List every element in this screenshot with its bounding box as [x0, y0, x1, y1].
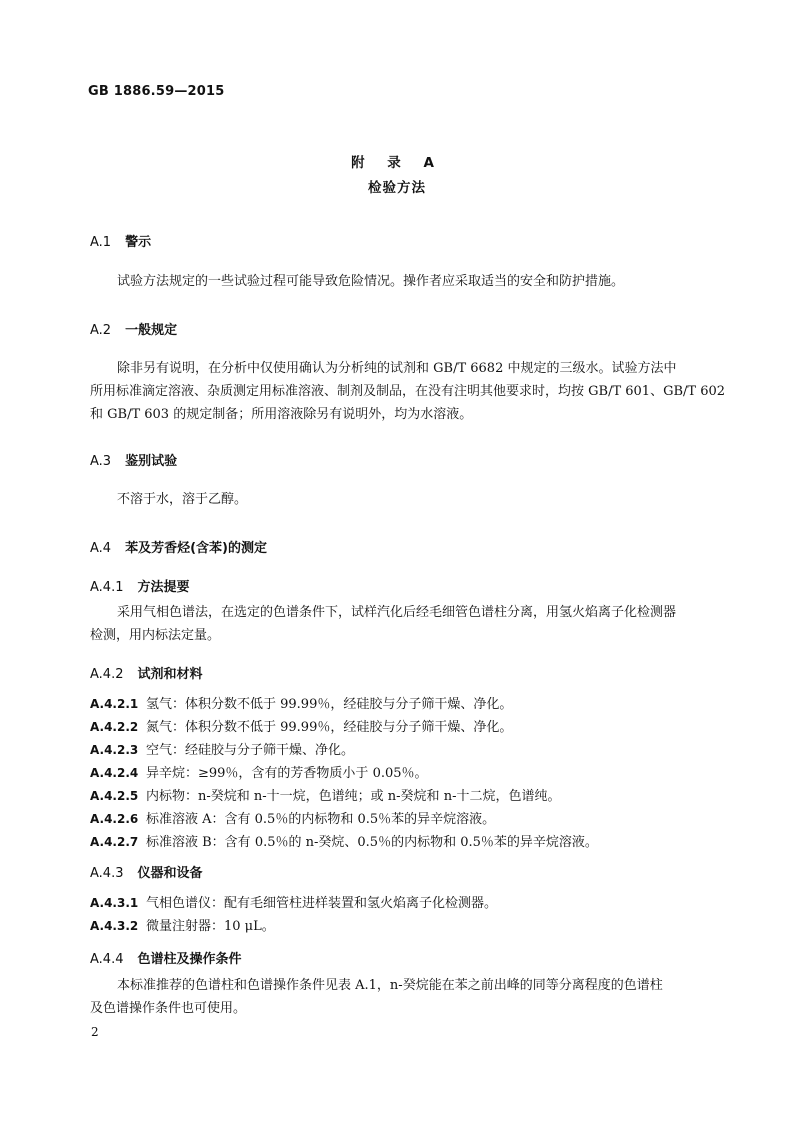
section-heading-a41	[90, 576, 190, 595]
section-number: A.4.4	[90, 952, 124, 967]
item-text: 氢气：体积分数不低于 99.99％，经硅胶与分子筛干燥、净化。	[146, 697, 513, 712]
list-item	[90, 915, 275, 934]
section-number: A.3	[90, 454, 112, 469]
section-title: 苯及芳香烃(含苯)的测定	[125, 541, 267, 556]
section-title: 试剂和材料	[137, 667, 203, 682]
section-number: A.4.2	[90, 667, 124, 682]
item-text: 微量注射器：10 μL。	[146, 919, 275, 934]
item-text: 标准溶液 A：含有 0.5％的内标物和 0.5％苯的异辛烷溶液。	[146, 812, 496, 827]
section-heading-a2	[90, 319, 177, 338]
item-text: 空气：经硅胶与分子筛干燥、净化。	[146, 743, 355, 758]
appendix-label: 附 录 A	[351, 155, 443, 171]
paragraph-a44-line2: 及色谱操作条件也可使用。	[90, 1001, 247, 1016]
appendix-title: 检验方法	[368, 180, 426, 196]
item-text: 异辛烷：≥99％，含有的芳香物质小于 0.05％。	[146, 766, 428, 781]
item-text: 内标物：n-癸烷和 n-十一烷，色谱纯；或 n-癸烷和 n-十二烷，色谱纯。	[146, 789, 561, 804]
paragraph-a2-line3: 和 GB/T 603 的规定制备；所用溶液除另有说明外，均为水溶液。	[90, 407, 473, 422]
item-number: A.4.2.5	[90, 789, 139, 803]
item-number: A.4.2.6	[90, 812, 139, 826]
paragraph-a44-line1: 本标准推荐的色谱柱和色谱操作条件见表 A.1，n-癸烷能在苯之前出峰的同等分离程度的色谱柱	[117, 978, 663, 993]
paragraph-a2-line1: 除非另有说明，在分析中仅使用确认为分析纯的试剂和 GB/T 6682 中规定的三级水。试验方法中	[117, 361, 677, 376]
page-number: 2	[91, 1025, 99, 1039]
list-item	[90, 716, 512, 735]
item-number: A.4.2.4	[90, 766, 139, 780]
paragraph-a41-line2: 检测，用内标法定量。	[90, 628, 221, 643]
section-title: 一般规定	[125, 323, 178, 338]
section-title: 鉴别试验	[125, 454, 178, 469]
item-text: 气相色谱仪：配有毛细管柱进样装置和氢火焰离子化检测器。	[146, 896, 498, 911]
list-item	[90, 739, 354, 758]
section-heading-a44	[90, 948, 242, 967]
section-number: A.2	[90, 323, 112, 338]
list-item	[90, 785, 560, 804]
item-number: A.4.2.2	[90, 720, 139, 734]
item-number: A.4.2.3	[90, 743, 139, 757]
list-item	[90, 892, 497, 911]
section-heading-a42	[90, 663, 203, 682]
section-title: 色谱柱及操作条件	[137, 952, 242, 967]
paragraph-a2-line2: 所用标准滴定溶液、杂质测定用标准溶液、制剂及制品，在没有注明其他要求时，均按 GB/T 601、GB/T 602	[90, 384, 726, 399]
section-title: 仪器和设备	[137, 866, 203, 881]
section-heading-a1	[90, 231, 151, 250]
paragraph-a1: 试验方法规定的一些试验过程可能导致危险情况。操作者应采取适当的安全和防护措施。	[117, 274, 625, 289]
section-title: 警示	[125, 235, 152, 250]
item-number: A.4.2.7	[90, 835, 139, 849]
item-number: A.4.3.2	[90, 919, 139, 933]
section-number: A.4	[90, 541, 112, 556]
list-item	[90, 693, 512, 712]
section-heading-a43	[90, 862, 203, 881]
section-number: A.1	[90, 235, 112, 250]
item-text: 氮气：体积分数不低于 99.99％，经硅胶与分子筛干燥、净化。	[146, 720, 513, 735]
list-item	[90, 762, 428, 781]
section-heading-a4	[90, 537, 267, 556]
item-text: 标准溶液 B：含有 0.5％的 n-癸烷、0.5％的内标物和 0.5％苯的异辛烷溶液。	[146, 835, 598, 850]
item-number: A.4.3.1	[90, 896, 139, 910]
list-item	[90, 808, 495, 827]
item-number: A.4.2.1	[90, 697, 139, 711]
standard-number: GB 1886.59—2015	[88, 84, 225, 99]
list-item	[90, 831, 598, 850]
paragraph-a41-line1: 采用气相色谱法，在选定的色谱条件下，试样汽化后经毛细管色谱柱分离，用氢火焰离子化检测器	[117, 605, 677, 620]
section-heading-a3	[90, 450, 177, 469]
section-title: 方法提要	[137, 580, 190, 595]
paragraph-a3: 不溶于水，溶于乙醇。	[117, 492, 248, 507]
section-number: A.4.1	[90, 580, 124, 595]
section-number: A.4.3	[90, 866, 124, 881]
